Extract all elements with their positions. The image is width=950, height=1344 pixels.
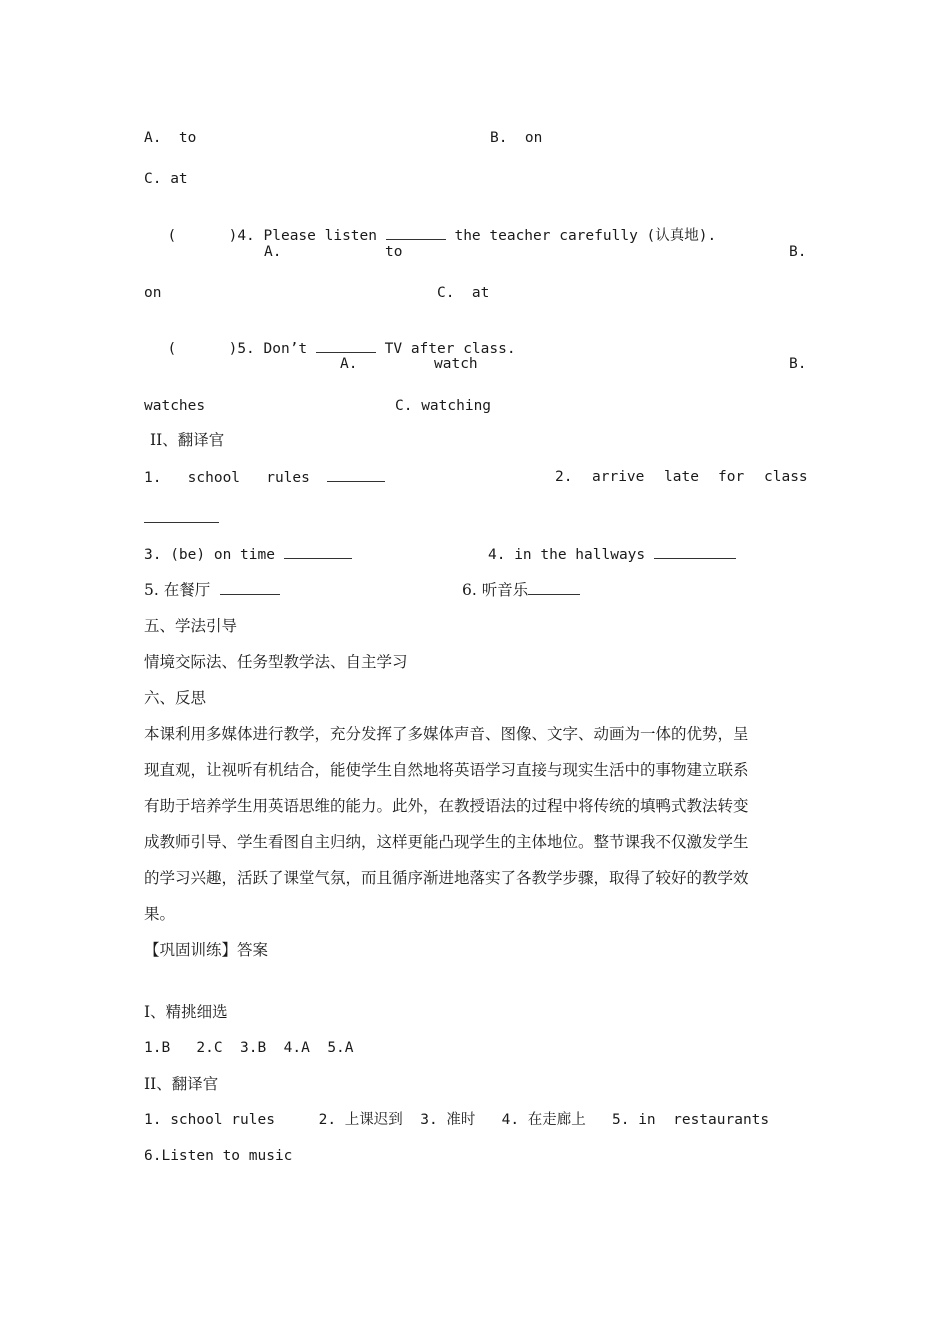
reflection-line: 本课利用多媒体进行教学，充分发挥了多媒体声音、图像、文字、动画为一体的优势，呈	[144, 725, 749, 743]
q4-option-c: C. at	[437, 285, 490, 301]
q5-option-a-letter: A.	[340, 356, 358, 372]
fill-blank[interactable]	[386, 225, 446, 240]
fill-blank[interactable]	[654, 544, 736, 559]
q5-stem	[150, 318, 516, 359]
q4-option-a-letter: A.	[264, 244, 282, 260]
q5-option-b-letter: B.	[789, 356, 807, 372]
fill-blank[interactable]	[284, 544, 352, 559]
answer-bracket: ( )	[167, 341, 238, 357]
reflection-line: 成教师引导、学生看图自主归纳，这样更能凸现学生的主体地位。整节课我不仅激发学生	[144, 833, 749, 851]
translate-item-1	[144, 467, 385, 488]
translate-item-3	[144, 544, 352, 565]
answers-part2-line2: 6.Listen to music	[144, 1148, 293, 1164]
fill-blank[interactable]	[316, 338, 376, 353]
q5-option-c: C. watching	[395, 398, 492, 414]
translate-item-4-text: 4. in the hallways	[488, 547, 646, 563]
fill-blank[interactable]	[144, 508, 219, 523]
q4-stem-pre: 4. Please listen	[237, 228, 377, 244]
fill-blank[interactable]	[327, 467, 385, 482]
translate-item-2-word: arrive	[592, 469, 645, 485]
answer-bracket: ( )	[167, 228, 238, 244]
translate-item-2-word: class	[764, 469, 808, 485]
answers-heading: 【巩固训练】答案	[144, 941, 269, 959]
q4-stem-post: the teacher carefully (认真地).	[454, 228, 717, 244]
section5-text: 情境交际法、任务型教学法、自主学习	[144, 653, 408, 671]
q5-option-a-word: watch	[434, 356, 478, 372]
fill-blank[interactable]	[528, 580, 580, 595]
translate-item-5-text: 5. 在餐厅	[144, 581, 211, 599]
translate-item-6	[462, 580, 580, 600]
reflection-line: 的学习兴趣，活跃了课堂气氛，而且循序渐进地落实了各教学步骤，取得了较好的教学效	[144, 869, 749, 887]
translate-item-1-text: 1. school rules	[144, 470, 310, 486]
translate-heading: II、翻译官	[150, 431, 225, 449]
translate-item-5	[144, 580, 280, 600]
answers-part2-heading: II、翻译官	[144, 1075, 219, 1093]
q3-option-c: C. at	[144, 171, 188, 187]
q3-option-b: B. on	[490, 130, 543, 146]
q4-option-b-word: on	[144, 285, 162, 301]
q5-stem-post: TV after class.	[384, 341, 516, 357]
reflection-line: 果。	[144, 905, 176, 923]
translate-item-2-word: late	[664, 469, 699, 485]
q4-option-a-word: to	[385, 244, 403, 260]
reflection-line: 现直观，让视听有机结合，能使学生自然地将英语学习直接与现实生活中的事物建立联系	[144, 761, 749, 779]
section6-heading: 六、反思	[144, 689, 207, 707]
translate-item-3-text: 3. (be) on time	[144, 547, 275, 563]
q3-option-a: A. to	[144, 130, 197, 146]
q4-stem	[150, 205, 716, 246]
translate-item-6-text: 6. 听音乐	[462, 581, 529, 599]
reflection-line: 有助于培养学生用英语思维的能力。此外，在教授语法的过程中将传统的填鸭式教法转变	[144, 797, 749, 815]
fill-blank[interactable]	[220, 580, 280, 595]
answers-part1-heading: I、精挑细选	[144, 1003, 228, 1021]
q5-option-b-word: watches	[144, 398, 206, 414]
answers-part2-line1: 1. school rules 2. 上课迟到 3. 准时 4. 在走廊上 5. in restaurants	[144, 1112, 770, 1128]
section5-heading: 五、学法引导	[144, 617, 238, 635]
q5-stem-pre: 5. Don’t	[237, 341, 308, 357]
translate-item-2-word: for	[718, 469, 745, 485]
answers-part1: 1.B 2.C 3.B 4.A 5.A	[144, 1040, 354, 1056]
q4-option-b-letter: B.	[789, 244, 807, 260]
translate-item-2-num: 2.	[555, 469, 573, 485]
translate-item-4	[488, 544, 736, 565]
